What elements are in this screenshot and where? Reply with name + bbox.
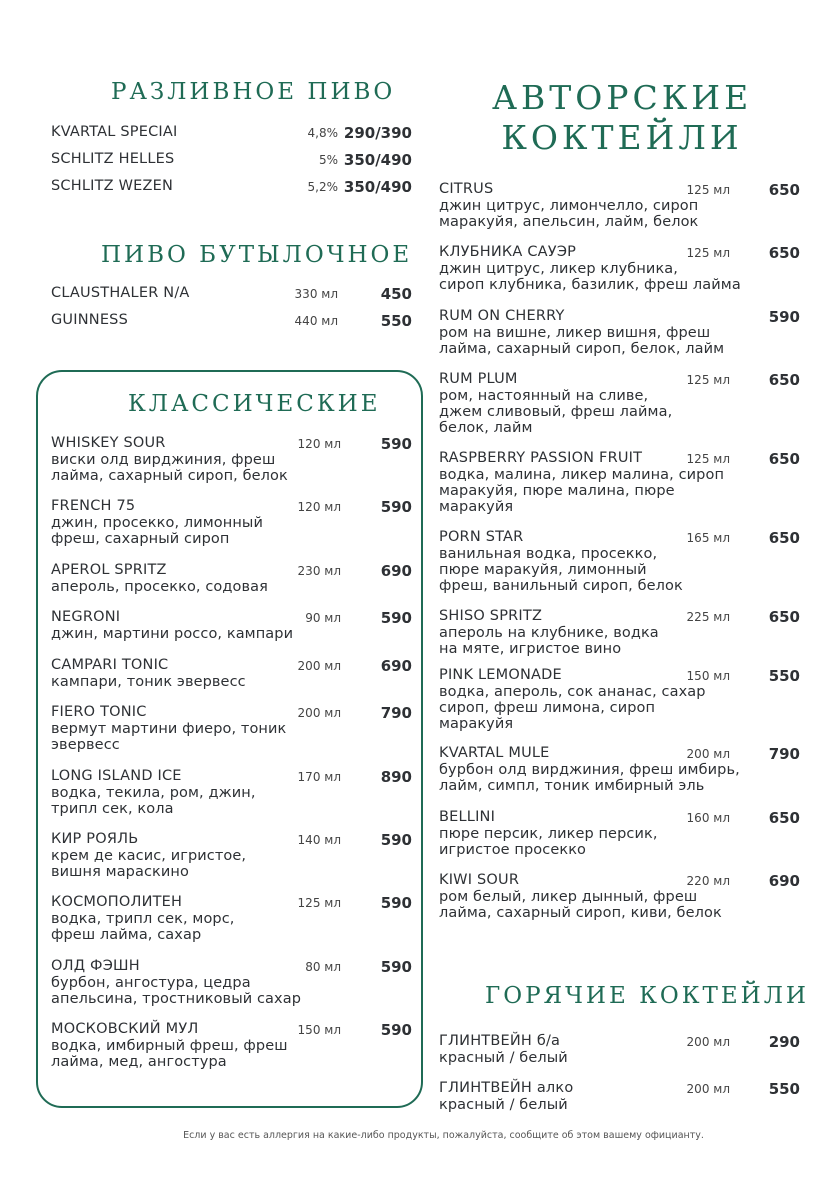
allergy-note-text: Если у вас есть аллергия на какие-либо продукты, пожалуйста, сообщите об этом вашему официанту. — [183, 1130, 704, 1141]
signature-item-name: KIWI SOUR — [439, 872, 520, 888]
signature-item-description: водка, апероль, сок ананас, сахар сироп, фреш лимона, сироп маракуйя — [439, 684, 706, 732]
signature-item-name: PINK LEMONADE — [439, 667, 562, 683]
signature-item-price: 650 — [768, 450, 800, 468]
classic-item-price: 590 — [380, 435, 412, 453]
draft-item-price: 350/490 — [343, 151, 412, 169]
signature-item-volume: 150 мл — [686, 669, 730, 683]
classic-item-price: 590 — [380, 831, 412, 849]
classic-item-price: 690 — [380, 657, 412, 675]
classic-item-price: 790 — [380, 704, 412, 722]
bottled-item-name: GUINNESS — [51, 312, 128, 328]
draft-item-volume: 5,2% — [307, 180, 338, 194]
signature-item-description: джин цитрус, ликер клубника, сироп клубника, базилик, фреш лайма — [439, 261, 741, 293]
classic-item-name: FRENCH 75 — [51, 498, 136, 514]
bottled-item-price: 450 — [380, 285, 412, 303]
classic-item-price: 590 — [380, 609, 412, 627]
classic-item-price: 590 — [380, 498, 412, 516]
classic-item-name: APEROL SPRITZ — [51, 562, 167, 578]
signature-item-volume: 125 мл — [686, 246, 730, 260]
signature-item-volume: 160 мл — [686, 811, 730, 825]
classic-cocktails-title: КЛАССИЧЕСКИЕ — [128, 391, 381, 417]
signature-item-price: 650 — [768, 809, 800, 827]
classic-item-description: водка, трипл сек, морс, фреш лайма, сахар — [51, 911, 235, 943]
classic-item-name: CAMPARI TONIC — [51, 657, 169, 673]
classic-item-name: LONG ISLAND ICE — [51, 768, 182, 784]
classic-item-name: КИР РОЯЛЬ — [51, 831, 139, 847]
signature-item-volume: 125 мл — [686, 452, 730, 466]
signature-item-volume: 125 мл — [686, 373, 730, 387]
classic-item-description: джин, мартини россо, кампари — [51, 626, 294, 642]
classic-item-price: 890 — [380, 768, 412, 786]
signature-item-name: SHISO SPRITZ — [439, 608, 543, 624]
classic-item-name: ОЛД ФЭШН — [51, 958, 140, 974]
signature-item-description: апероль на клубнике, водка на мяте, игристое вино — [439, 625, 659, 657]
signature-item-name: RASPBERRY PASSION FRUIT — [439, 450, 643, 466]
classic-item-description: водка, имбирный фреш, фреш лайма, мед, ангостура — [51, 1038, 288, 1070]
signature-item-price: 650 — [768, 244, 800, 262]
signature-item-volume: 220 мл — [686, 874, 730, 888]
classic-item-name: FIERO TONIC — [51, 704, 147, 720]
classic-item-description: бурбон, ангостура, цедра апельсина, тростниковый сахар — [51, 975, 302, 1007]
hot-item-price: 550 — [768, 1080, 800, 1098]
signature-item-volume: 165 мл — [686, 531, 730, 545]
classic-item-volume: 200 мл — [297, 659, 341, 673]
signature-item-description: водка, малина, ликер малина, сироп маракуйя, пюре малина, пюре маракуйя — [439, 467, 725, 515]
draft-item-name: KVARTAL SPECIAI — [51, 124, 178, 140]
signature-item-volume: 200 мл — [686, 747, 730, 761]
signature-item-price: 650 — [768, 529, 800, 547]
draft-item-volume: 5% — [318, 153, 338, 167]
signature-item-price: 790 — [768, 745, 800, 763]
signature-item-description: ванильная водка, просекко, пюре маракуйя, лимонный фреш, ванильный сироп, белок — [439, 546, 683, 594]
signature-item-price: 650 — [768, 371, 800, 389]
signature-item-price: 690 — [768, 872, 800, 890]
classic-item-price: 590 — [380, 894, 412, 912]
signature-item-name: KVARTAL MULE — [439, 745, 550, 761]
classic-item-volume: 120 мл — [297, 437, 341, 451]
classic-item-volume: 200 мл — [297, 706, 341, 720]
classic-item-description: крем де касис, игристое, вишня мараскино — [51, 848, 247, 880]
classic-item-volume: 140 мл — [297, 833, 341, 847]
hot-item-name: ГЛИНТВЕЙН алко — [439, 1080, 574, 1096]
signature-item-description: ром белый, ликер дынный, фреш лайма, сахарный сироп, киви, белок — [439, 889, 722, 921]
classic-item-description: виски олд вирджиния, фреш лайма, сахарный сироп, белок — [51, 452, 288, 484]
hot-item-description: красный / белый — [439, 1050, 568, 1066]
signature-item-description: ром, настоянный на сливе, джем сливовый, фреш лайма, белок, лайм — [439, 388, 673, 436]
classic-item-volume: 125 мл — [297, 896, 341, 910]
signature-item-price: 650 — [768, 181, 800, 199]
bottled-item-price: 550 — [380, 312, 412, 330]
classic-item-description: джин, просекко, лимонный фреш, сахарный сироп — [51, 515, 263, 547]
signature-item-name: CITRUS — [439, 181, 494, 197]
classic-item-volume: 120 мл — [297, 500, 341, 514]
classic-item-volume: 80 мл — [305, 960, 341, 974]
draft-beer-title: РАЗЛИВНОЕ ПИВО — [111, 79, 396, 105]
signature-item-name: RUM ON CHERRY — [439, 308, 565, 324]
classic-item-name: WHISKEY SOUR — [51, 435, 166, 451]
classic-item-description: вермут мартини фиеро, тоник эвервесс — [51, 721, 287, 753]
signature-item-name: BELLINI — [439, 809, 496, 825]
classic-item-name: КОСМОПОЛИТЕН — [51, 894, 183, 910]
signature-item-description: ром на вишне, ликер вишня, фреш лайма, сахарный сироп, белок, лайм — [439, 325, 725, 357]
classic-item-description: кампари, тоник эвервесс — [51, 674, 246, 690]
draft-item-name: SCHLITZ HELLES — [51, 151, 175, 167]
signature-item-name: КЛУБНИКА САУЭР — [439, 244, 577, 260]
classic-item-price: 590 — [380, 958, 412, 976]
classic-item-volume: 230 мл — [297, 564, 341, 578]
hot-item-volume: 200 мл — [686, 1082, 730, 1096]
classic-item-name: NEGRONI — [51, 609, 121, 625]
signature-item-price: 550 — [768, 667, 800, 685]
signature-item-price: 590 — [768, 308, 800, 326]
signature-item-description: джин цитрус, лимончелло, сироп маракуйя, апельсин, лайм, белок — [439, 198, 699, 230]
classic-item-name: МОСКОВСКИЙ МУЛ — [51, 1021, 199, 1037]
bottled-item-volume: 440 мл — [294, 314, 338, 328]
bottled-item-volume: 330 мл — [294, 287, 338, 301]
hot-cocktails-title: ГОРЯЧИЕ КОКТЕЙЛИ — [485, 983, 809, 1009]
hot-item-name: ГЛИНТВЕЙН б/а — [439, 1033, 561, 1049]
classic-item-volume: 170 мл — [297, 770, 341, 784]
hot-item-description: красный / белый — [439, 1097, 568, 1113]
draft-item-volume: 4,8% — [307, 126, 338, 140]
classic-item-description: апероль, просекко, содовая — [51, 579, 268, 595]
classic-item-price: 690 — [380, 562, 412, 580]
draft-item-price: 290/390 — [343, 124, 412, 142]
signature-item-volume: 125 мл — [686, 183, 730, 197]
draft-item-price: 350/490 — [343, 178, 412, 196]
bottled-beer-title: ПИВО БУТЫЛОЧНОЕ — [101, 242, 413, 268]
hot-item-price: 290 — [768, 1033, 800, 1051]
signature-item-description: бурбон олд вирджиния, фреш имбирь, лайм, симпл, тоник имбирный эль — [439, 762, 740, 794]
signature-cocktails-title: АВТОРСКИЕ КОКТЕЙЛИ — [492, 78, 753, 157]
hot-item-volume: 200 мл — [686, 1035, 730, 1049]
draft-item-name: SCHLITZ WEZEN — [51, 178, 174, 194]
signature-item-volume: 225 мл — [686, 610, 730, 624]
signature-item-price: 650 — [768, 608, 800, 626]
allergy-note — [0, 1130, 839, 1141]
signature-item-description: пюре персик, ликер персик, игристое просекко — [439, 826, 658, 858]
classic-item-volume: 150 мл — [297, 1023, 341, 1037]
classic-item-price: 590 — [380, 1021, 412, 1039]
signature-item-name: RUM PLUM — [439, 371, 518, 387]
bottled-item-name: CLAUSTHALER N/A — [51, 285, 190, 301]
classic-item-description: водка, текила, ром, джин, трипл сек, кола — [51, 785, 256, 817]
signature-item-name: PORN STAR — [439, 529, 524, 545]
classic-item-volume: 90 мл — [305, 611, 341, 625]
